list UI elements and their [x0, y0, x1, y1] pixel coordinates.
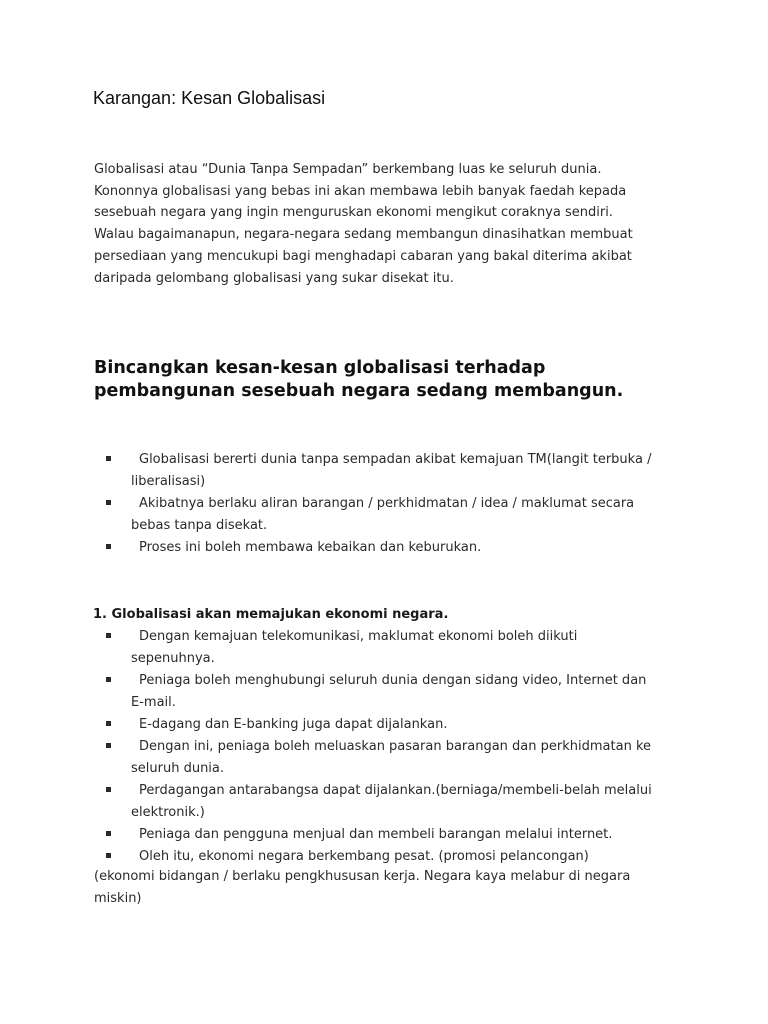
bullet-line: E-mail.: [131, 695, 176, 710]
question-line: Bincangkan kesan-kesan globalisasi terhadap: [94, 358, 546, 378]
square-bullet-icon: [106, 633, 111, 638]
bullet-text: [131, 670, 768, 714]
bullet-line: E-dagang dan E-banking juga dapat dijalankan.: [139, 717, 448, 732]
point-1-bullet-list: [0, 626, 768, 868]
list-item: [0, 449, 768, 493]
intro-line: persediaan yang mencukupi bagi menghadapi cabaran yang bakal diterima akibat: [94, 248, 632, 264]
bullet-line: Proses ini boleh membawa kebaikan dan keburukan.: [139, 540, 482, 555]
bullet-line: sepenuhnya.: [131, 651, 215, 666]
list-item: [0, 626, 768, 670]
bullet-line: Dengan ini, peniaga boleh meluaskan pasaran barangan dan perkhidmatan ke: [139, 739, 652, 754]
overview-bullet-list: [0, 449, 768, 559]
list-item: [0, 780, 768, 824]
bullet-text: [131, 449, 768, 493]
list-item: [0, 537, 768, 559]
closing-line: miskin): [94, 891, 142, 906]
square-bullet-icon: [106, 544, 111, 549]
square-bullet-icon: [106, 853, 111, 858]
square-bullet-icon: [106, 677, 111, 682]
bullet-line: Dengan kemajuan telekomunikasi, maklumat ekonomi boleh diikuti: [139, 629, 578, 644]
bullet-line: Peniaga dan pengguna menjual dan membeli barangan melalui internet.: [139, 827, 613, 842]
square-bullet-icon: [106, 500, 111, 505]
square-bullet-icon: [106, 743, 111, 748]
bullet-line: Oleh itu, ekonomi negara berkembang pesat. (promosi pelancongan): [139, 849, 589, 864]
bullet-line: Perdagangan antarabangsa dapat dijalankan.(berniaga/membeli-belah melalui: [139, 783, 652, 798]
bullet-text: [131, 493, 768, 537]
bullet-text: [131, 537, 768, 559]
document-title: Karangan: Kesan Globalisasi: [93, 88, 326, 108]
bullet-text: [131, 626, 768, 670]
intro-line: Kononnya globalisasi yang bebas ini akan membawa lebih banyak faedah kepada: [94, 183, 627, 199]
intro-line: Globalisasi atau “Dunia Tanpa Sempadan” berkembang luas ke seluruh dunia.: [94, 162, 602, 177]
bullet-line: Globalisasi bererti dunia tanpa sempadan akibat kemajuan TM(langit terbuka /: [139, 452, 652, 467]
intro-line: daripada gelombang globalisasi yang sukar disekat itu.: [94, 270, 454, 286]
list-item: [0, 846, 768, 868]
bullet-text: [131, 824, 768, 846]
list-item: [0, 493, 768, 537]
point-1-heading: 1. Globalisasi akan memajukan ekonomi negara.: [93, 607, 449, 622]
list-item: [0, 670, 768, 714]
bullet-line: elektronik.): [131, 805, 205, 820]
list-item: [0, 736, 768, 780]
bullet-text: [131, 846, 768, 868]
bullet-text: [131, 736, 768, 780]
question-heading: [94, 357, 623, 403]
bullet-line: bebas tanpa disekat.: [131, 518, 268, 533]
bullet-line: Akibatnya berlaku aliran barangan / perkhidmatan / idea / maklumat secara: [139, 496, 635, 511]
bullet-text: [131, 780, 768, 824]
list-item: [0, 714, 768, 736]
square-bullet-icon: [106, 456, 111, 461]
intro-line: sesebuah negara yang ingin menguruskan ekonomi mengikut coraknya sendiri.: [94, 205, 613, 221]
bullet-line: liberalisasi): [131, 474, 206, 489]
square-bullet-icon: [106, 831, 111, 836]
bullet-line: Peniaga boleh menghubungi seluruh dunia dengan sidang video, Internet dan: [139, 673, 647, 688]
intro-line: Walau bagaimanapun, negara-negara sedang membangun dinasihatkan membuat: [94, 227, 633, 243]
list-item: [0, 824, 768, 846]
intro-paragraph: [94, 159, 694, 289]
square-bullet-icon: [106, 787, 111, 792]
square-bullet-icon: [106, 721, 111, 726]
question-line: pembangunan sesebuah negara sedang membangun.: [94, 381, 624, 401]
bullet-text: [131, 714, 768, 736]
bullet-line: seluruh dunia.: [131, 761, 225, 776]
closing-line: (ekonomi bidangan / berlaku pengkhususan kerja. Negara kaya melabur di negara: [94, 869, 631, 884]
point-1-closing-note: [94, 866, 630, 910]
